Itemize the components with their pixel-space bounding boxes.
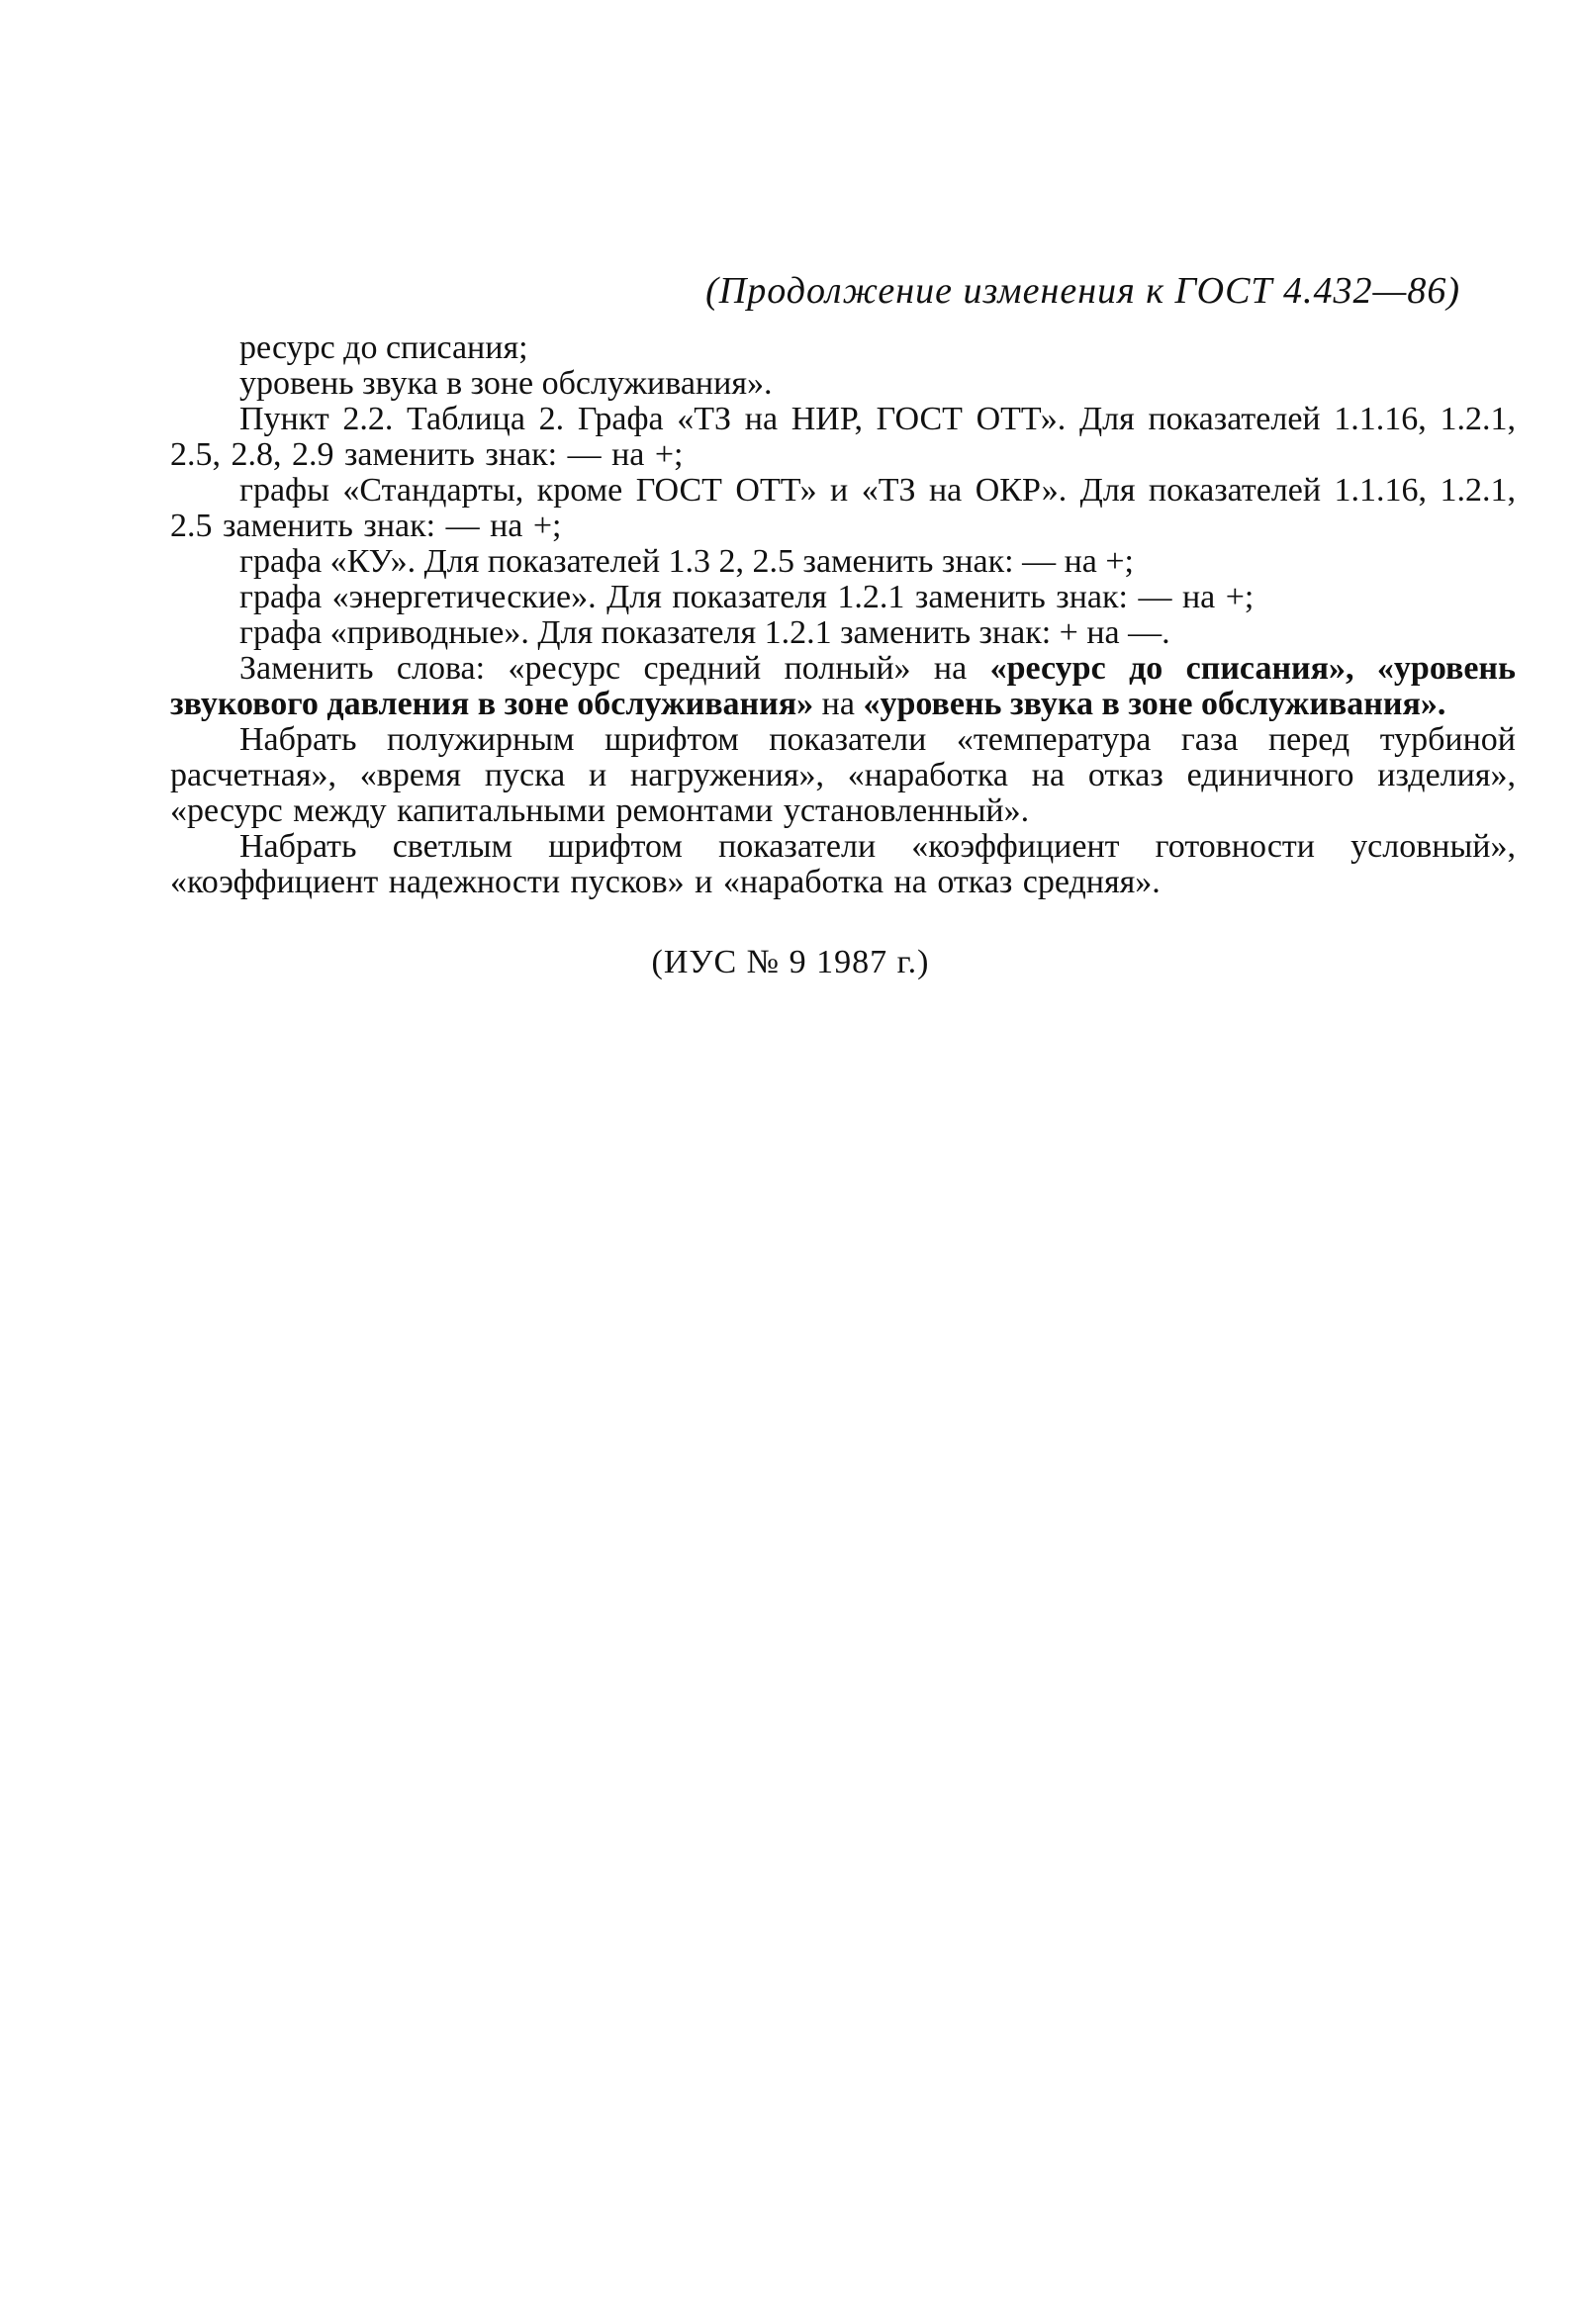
paragraph-8	[170, 651, 1516, 722]
continuation-header: (Продолжение изменения к ГОСТ 4.432—86)	[705, 270, 1460, 312]
paragraph-9: Набрать полужирным шрифтом показатели «температура газа перед турбиной расчетная», «время пуска и нагружения», «наработка на отказ единичного изделия», «ресурс между капитальными ремонтами установленный».	[170, 721, 1516, 829]
paragraph-8-bold-2: «уровень звука в зоне обслуживания».	[863, 686, 1446, 722]
paragraph-10: Набрать светлым шрифтом показатели «коэффициент готовности условный», «коэффициент надежности пусков» и «наработка на отказ средняя».	[170, 828, 1516, 900]
document-body	[170, 330, 1516, 900]
paragraph-4: графы «Стандарты, кроме ГОСТ ОТТ» и «ТЗ на ОКР». Для показателей 1.1.16, 1.2.1, 2.5 заменить знак: — на +;	[170, 472, 1516, 544]
paragraph-8-start: Заменить слова: «ресурс средний полный» на	[239, 650, 990, 687]
paragraph-7: графа «приводные». Для показателя 1.2.1 заменить знак: + на —.	[239, 614, 1170, 651]
paragraph-8-bold-1: «ресурс до списания», «уровень звукового давления в зоне обслуживания»	[170, 650, 1516, 722]
publication-reference: (ИУС № 9 1987 г.)	[651, 944, 930, 980]
paragraph-3: Пункт 2.2. Таблица 2. Графа «ТЗ на НИР, ГОСТ ОТТ». Для показателей 1.1.16, 1.2.1, 2.5, 2.8, 2.9 заменить знак: — на +;	[170, 401, 1516, 473]
paragraph-6: графа «энергетические». Для показателя 1.2.1 заменить знак: — на +;	[239, 579, 1255, 615]
paragraph-2: уровень звука в зоне обслуживания».	[239, 365, 773, 402]
paragraph-5: графа «КУ». Для показателей 1.3 2, 2.5 заменить знак: — на +;	[239, 543, 1134, 580]
paragraph-8-mid: на	[813, 686, 864, 722]
paragraph-1: ресурс до списания;	[239, 329, 528, 366]
